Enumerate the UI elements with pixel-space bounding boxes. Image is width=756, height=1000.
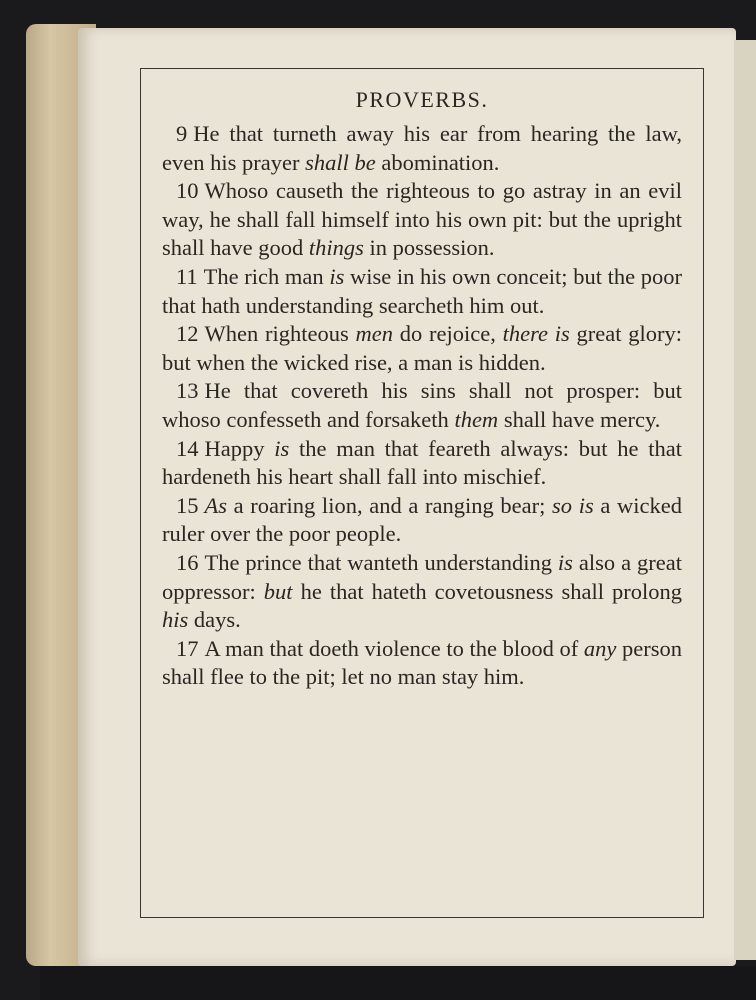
verse-text: the man that feareth always: but he that hardeneth his heart shall fall into mischief. xyxy=(162,435,682,490)
background-shadow xyxy=(40,966,756,1000)
verse-italic-text: As xyxy=(204,492,227,518)
verse-text: Whoso causeth the righteous to go astray in an evil way, he shall fall himself into his own pit: but the upright shall have good xyxy=(162,178,682,261)
verse-number: 13 xyxy=(176,378,199,404)
verse xyxy=(162,320,682,377)
verse-text: do rejoice, xyxy=(392,321,503,347)
verse xyxy=(162,549,682,635)
verse-italic-text: men xyxy=(355,321,393,347)
next-page-edge xyxy=(734,40,756,960)
verse-text: When righteous xyxy=(204,321,356,347)
verse-italic-text: his xyxy=(162,607,189,633)
verse xyxy=(162,263,682,320)
verse-text: in possession. xyxy=(363,235,495,261)
verse-text: Happy xyxy=(204,435,275,461)
verse-italic-text: is xyxy=(274,435,290,461)
verse-text: a wicked ruler over the poor people. xyxy=(162,492,682,547)
verse-text: The rich man xyxy=(203,263,330,289)
verse-italic-text: so is xyxy=(552,492,594,518)
verse-number: 12 xyxy=(176,321,199,347)
verse-italic-text: things xyxy=(308,235,364,261)
verse-text: shall have mercy. xyxy=(498,406,661,432)
verse-number: 10 xyxy=(176,178,199,204)
verse xyxy=(162,177,682,263)
verse-italic-text: but xyxy=(263,578,293,604)
verse xyxy=(162,635,682,692)
verse-list xyxy=(162,120,682,692)
verse-number: 14 xyxy=(176,435,199,461)
verse-text: great glory: but when the wicked rise, a man is hidden. xyxy=(162,321,682,375)
verse-italic-text: is xyxy=(557,549,573,575)
verse-italic-text: any xyxy=(583,635,617,661)
verse-text: days. xyxy=(188,607,241,633)
verse xyxy=(162,492,682,549)
verse-text: He that covereth his sins shall not prosper: but whoso confesseth and forsaketh xyxy=(162,378,682,432)
verse-number: 11 xyxy=(176,263,198,289)
verse-number: 16 xyxy=(176,549,199,575)
verse-italic-text: them xyxy=(454,406,499,432)
verse-text: he that hateth covetousness shall prolong xyxy=(292,578,682,604)
verse xyxy=(162,120,682,177)
verse-number: 15 xyxy=(176,492,199,518)
verse-text: also a great oppressor: xyxy=(162,549,683,604)
verse xyxy=(162,435,682,492)
verse-number: 17 xyxy=(176,635,199,661)
verse-italic-text: there is xyxy=(502,321,570,347)
verse xyxy=(162,377,682,434)
verse-text: person shall flee to the pit; let no man stay him. xyxy=(162,635,682,690)
verse-text: wise in his own conceit; but the poor that hath understanding searcheth him out. xyxy=(162,263,682,318)
verse-italic-text: is xyxy=(329,263,345,289)
verse-text: He that turneth away his ear from hearing the law, even his prayer xyxy=(162,121,682,175)
verse-text: The prince that wanteth understanding xyxy=(204,549,558,575)
page-heading: PROVERBS. xyxy=(355,87,489,112)
verse-text: a roaring lion, and a ranging bear; xyxy=(227,492,553,518)
page-text xyxy=(162,86,682,692)
verse-text: A man that doeth violence to the blood of xyxy=(204,635,584,661)
verse-text: abomination. xyxy=(375,149,500,175)
verse-italic-text: shall be xyxy=(305,149,376,175)
verse-number: 9 xyxy=(176,121,188,146)
